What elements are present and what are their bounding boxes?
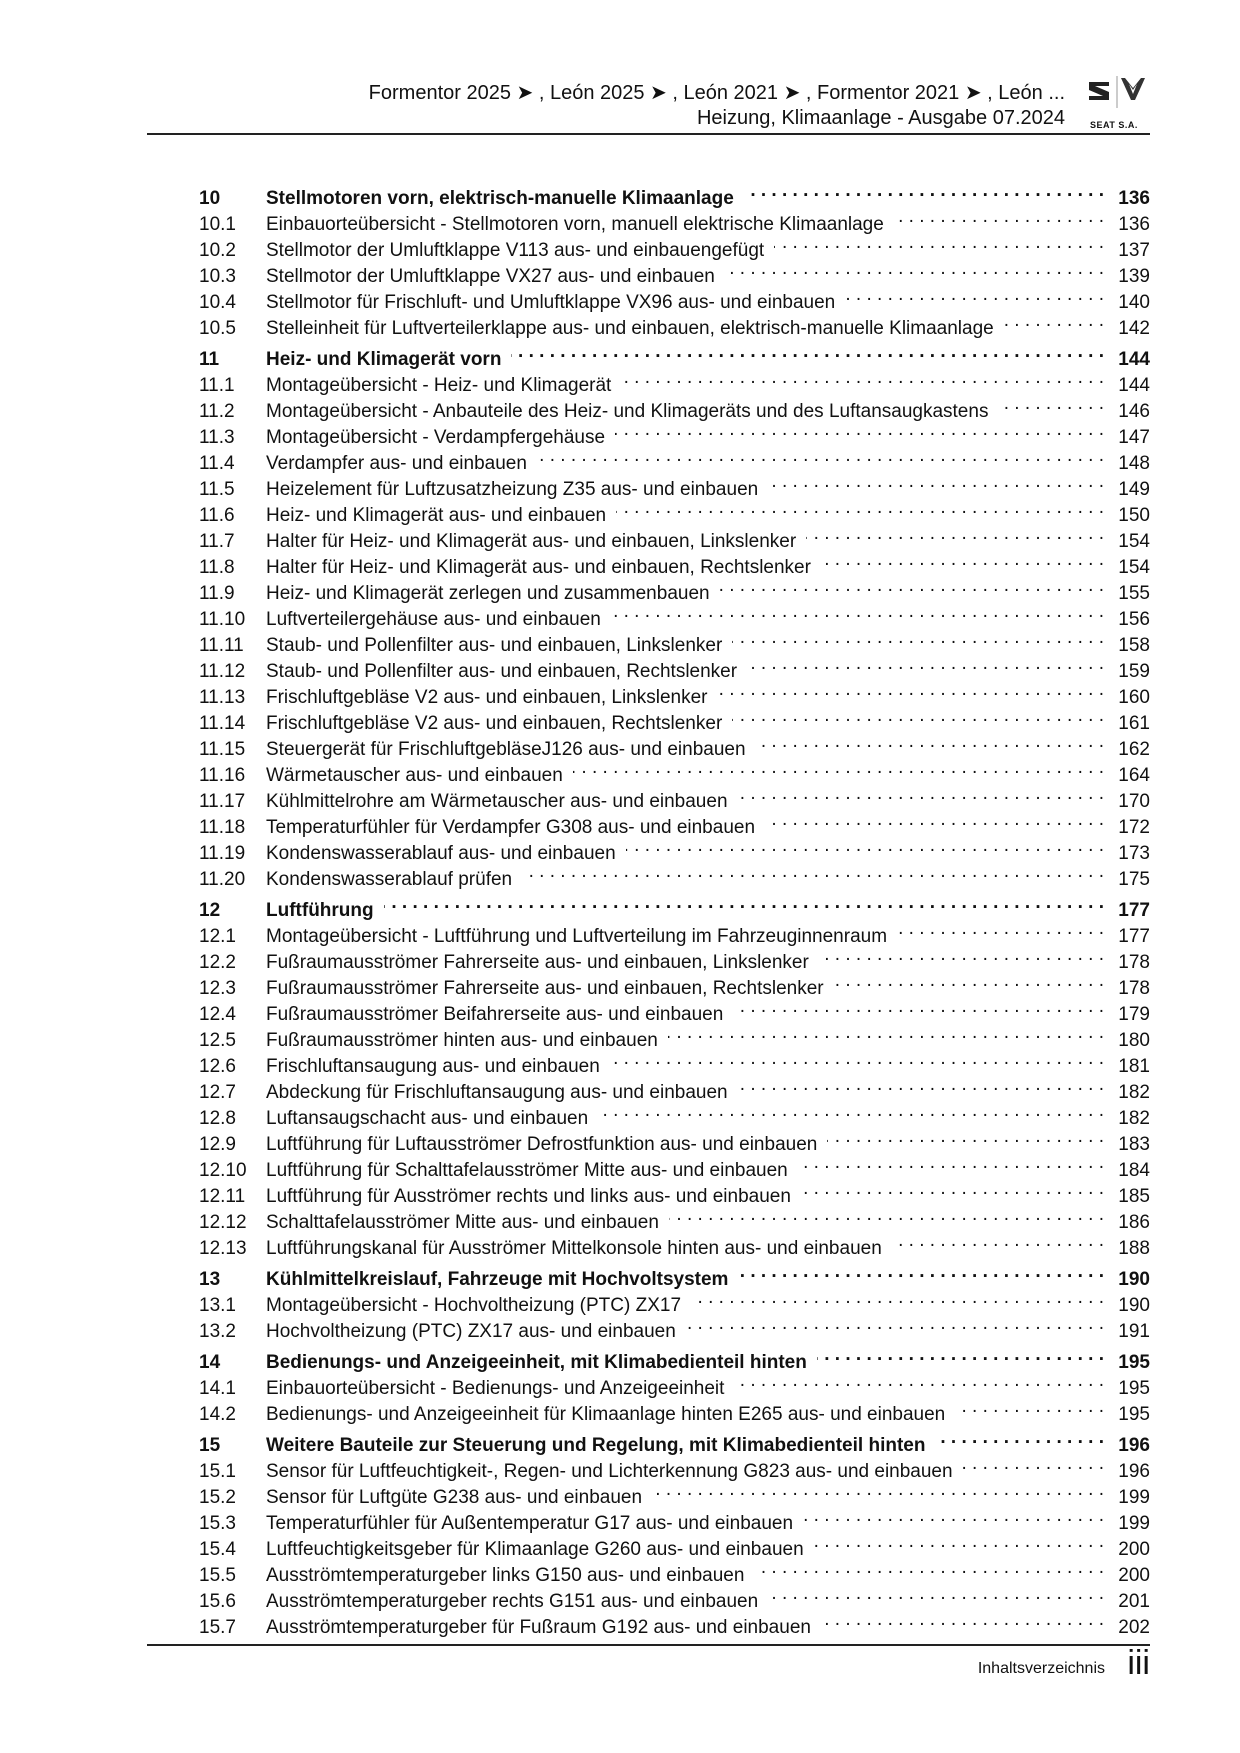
entry-page: 139	[1118, 266, 1150, 287]
entry-title: Ausströmtemperaturgeber für Fußraum G192 aus- und einbauen	[266, 1617, 811, 1638]
entry-title: Halter für Heiz- und Klimagerät aus- und einbauen, Linkslenker	[266, 531, 797, 552]
entry-title: Bedienungs- und Anzeigeeinheit, mit Klimabedienteil hinten	[266, 1352, 807, 1373]
dot-leader	[747, 651, 1104, 677]
dot-leader	[611, 599, 1104, 625]
entry-page: 161	[1118, 713, 1150, 734]
entry-page: 182	[1118, 1082, 1150, 1103]
entry-title: Fußraumausströmer Beifahrerseite aus- und einbauen	[266, 1004, 724, 1025]
entry-title: Staub- und Pollenfilter aus- und einbauen, Linkslenker	[266, 635, 723, 656]
entry-page: 148	[1118, 453, 1150, 474]
entry-title: Stelleinheit für Luftverteilerklappe aus- und einbauen, elektrisch-manuelle Klimaanlage	[266, 318, 994, 339]
entry-title: Steuergerät für FrischluftgebläseJ126 aus- und einbauen	[266, 739, 746, 760]
entry-page: 173	[1118, 843, 1150, 864]
entry-title: Wärmetauscher aus- und einbauen	[266, 765, 563, 786]
dot-leader	[732, 703, 1104, 729]
entry-title: Heiz- und Klimagerät zerlegen und zusammenbauen	[266, 583, 710, 604]
entry-number: 11.13	[199, 687, 246, 708]
toc-chapter-entry[interactable]	[199, 1259, 1150, 1290]
entry-title: Kondenswasserablauf aus- und einbauen	[266, 843, 616, 864]
entry-page: 195	[1118, 1404, 1150, 1425]
dot-leader	[798, 1150, 1104, 1176]
entry-number: 10	[199, 188, 221, 209]
entry-page: 184	[1118, 1160, 1150, 1181]
dot-leader	[768, 469, 1104, 495]
entry-number: 10.2	[199, 240, 236, 261]
entry-title: Luftführung	[266, 900, 374, 921]
dot-leader	[935, 1425, 1104, 1451]
dot-leader	[1004, 308, 1104, 334]
entry-title: Luftführung für Ausströmer rechts und links aus- und einbauen	[266, 1186, 791, 1207]
entry-number: 11.6	[199, 505, 235, 526]
entry-page: 164	[1118, 765, 1150, 786]
dot-leader	[744, 178, 1104, 204]
entry-number: 11.9	[199, 583, 235, 604]
dot-leader	[955, 1394, 1104, 1420]
entry-number: 14.1	[199, 1378, 236, 1399]
entry-title: Sensor für Luftgüte G238 aus- und einbauen	[266, 1487, 643, 1508]
entry-title: Hochvoltheizung (PTC) ZX17 aus- und einbauen	[266, 1321, 676, 1342]
entry-number: 12.6	[199, 1056, 236, 1077]
header-subtitle: Heizung, Klimaanlage - Ausgabe 07.2024	[696, 107, 1065, 129]
entry-page: 178	[1118, 952, 1150, 973]
dot-leader	[573, 755, 1104, 781]
entry-number: 10.3	[199, 266, 236, 287]
entry-page: 179	[1118, 1004, 1150, 1025]
entry-page: 196	[1118, 1461, 1150, 1482]
entry-page: 178	[1118, 978, 1150, 999]
entry-number: 11	[199, 349, 220, 370]
entry-title: Stellmotor für Frischluft- und Umluftklappe VX96 aus- und einbauen	[266, 292, 836, 313]
dot-leader	[718, 677, 1105, 703]
entry-number: 13	[199, 1269, 221, 1290]
dot-leader	[537, 443, 1104, 469]
entry-title: Luftverteilergehäuse aus- und einbauen	[266, 609, 601, 630]
entry-page: 199	[1118, 1487, 1150, 1508]
entry-number: 11.19	[199, 843, 246, 864]
entry-page: 136	[1118, 214, 1150, 235]
entry-page: 201	[1118, 1591, 1150, 1612]
entry-number: 12.5	[199, 1030, 236, 1051]
dot-leader	[827, 1124, 1104, 1150]
entry-page: 186	[1118, 1212, 1150, 1233]
entry-number: 12.11	[199, 1186, 246, 1207]
entry-title: Bedienungs- und Anzeigeeinheit für Klimaanlage hinten E265 aus- und einbauen	[266, 1404, 946, 1425]
entry-number: 11.7	[199, 531, 235, 552]
entry-number: 11.11	[199, 635, 244, 656]
entry-page: 156	[1118, 609, 1150, 630]
dot-leader	[774, 230, 1104, 256]
table-of-contents	[199, 178, 1150, 1638]
entry-page: 160	[1118, 687, 1150, 708]
dot-leader	[738, 781, 1104, 807]
dot-leader	[668, 1020, 1104, 1046]
entry-page: 177	[1118, 900, 1150, 921]
dot-leader	[801, 1176, 1104, 1202]
dot-leader	[725, 256, 1104, 282]
dot-leader	[845, 282, 1104, 308]
dot-leader	[522, 859, 1104, 885]
dot-leader	[814, 1529, 1104, 1555]
entry-title: Kühlmittelkreislauf, Fahrzeuge mit Hochvoltsystem	[266, 1269, 729, 1290]
entry-page: 195	[1118, 1378, 1150, 1399]
entry-title: Montageübersicht - Luftführung und Luftverteilung im Fahrzeuginnenraum	[266, 926, 888, 947]
entry-title: Temperaturfühler für Außentemperatur G17 aus- und einbauen	[266, 1513, 794, 1534]
dot-leader	[720, 573, 1104, 599]
dot-leader	[738, 1259, 1104, 1285]
entry-title: Weitere Bauteile zur Steuerung und Regelung, mit Klimabedienteil hinten	[266, 1435, 926, 1456]
entry-number: 15.6	[199, 1591, 236, 1612]
entry-number: 12.3	[199, 978, 236, 999]
entry-number: 11.5	[199, 479, 235, 500]
entry-number: 11.16	[199, 765, 246, 786]
entry-title: Frischluftgebläse V2 aus- und einbauen, Rechtslenker	[266, 713, 723, 734]
entry-title: Stellmotor der Umluftklappe VX27 aus- und einbauen	[266, 266, 715, 287]
entry-title: Sensor für Luftfeuchtigkeit-, Regen- und Lichterkennung G823 aus- und einbauen	[266, 1461, 953, 1482]
entry-number: 12	[199, 900, 221, 921]
header-rule	[147, 133, 1150, 135]
dot-leader	[384, 890, 1104, 916]
entry-page: 144	[1118, 349, 1150, 370]
dot-leader	[669, 1202, 1104, 1228]
dot-leader	[768, 1581, 1104, 1607]
entry-title: Luftführung für Luftausströmer Defrostfunktion aus- und einbauen	[266, 1134, 818, 1155]
dot-leader	[834, 968, 1104, 994]
dot-leader	[686, 1311, 1104, 1337]
entry-page: 190	[1118, 1295, 1150, 1316]
dot-leader	[821, 1607, 1104, 1633]
dot-leader	[598, 1098, 1104, 1124]
entry-page: 180	[1118, 1030, 1150, 1051]
entry-page: 196	[1118, 1435, 1150, 1456]
dot-leader	[732, 625, 1104, 651]
entry-number: 12.1	[199, 926, 236, 947]
entry-page: 154	[1118, 531, 1150, 552]
entry-page: 185	[1118, 1186, 1150, 1207]
entry-number: 15.7	[199, 1617, 236, 1638]
entry-title: Montageübersicht - Heiz- und Klimagerät	[266, 375, 612, 396]
entry-number: 15.5	[199, 1565, 236, 1586]
entry-page: 190	[1118, 1269, 1150, 1290]
entry-number: 11.15	[199, 739, 246, 760]
entry-number: 11.10	[199, 609, 246, 630]
entry-title: Ausströmtemperaturgeber links G150 aus- und einbauen	[266, 1565, 745, 1586]
dot-leader	[897, 916, 1104, 942]
entry-number: 12.10	[199, 1160, 247, 1181]
dot-leader	[894, 204, 1104, 230]
entry-number: 10.5	[199, 318, 236, 339]
dot-leader	[754, 1555, 1104, 1581]
entry-title: Heiz- und Klimagerät vorn	[266, 349, 502, 370]
entry-number: 11.17	[199, 791, 246, 812]
entry-page: 188	[1118, 1238, 1150, 1259]
entry-number: 11.18	[199, 817, 246, 838]
entry-title: Kühlmittelrohre am Wärmetauscher aus- und einbauen	[266, 791, 728, 812]
entry-title: Luftansaugschacht aus- und einbauen	[266, 1108, 589, 1129]
dot-leader	[998, 391, 1104, 417]
entry-title: Abdeckung für Frischluftansaugung aus- und einbauen	[266, 1082, 728, 1103]
dot-leader	[963, 1451, 1104, 1477]
entry-page: 199	[1118, 1513, 1150, 1534]
dot-leader	[610, 1046, 1104, 1072]
header-models: Formentor 2025 ➤ , León 2025 ➤ , León 2021 ➤ , Formentor 2021 ➤ , León ...	[368, 82, 1065, 104]
toc-chapter-entry[interactable]	[199, 178, 1150, 209]
entry-page: 144	[1118, 375, 1150, 396]
entry-page: 142	[1118, 318, 1150, 339]
entry-number: 11.12	[199, 661, 246, 682]
toc-chapter-entry[interactable]	[199, 1342, 1150, 1373]
entry-page: 155	[1118, 583, 1150, 604]
entry-title: Schalttafelausströmer Mitte aus- und einbauen	[266, 1212, 659, 1233]
entry-title: Heizelement für Luftzusatzheizung Z35 aus- und einbauen	[266, 479, 759, 500]
footer-rule	[147, 1644, 1150, 1646]
entry-page: 159	[1118, 661, 1150, 682]
entry-title: Fußraumausströmer Fahrerseite aus- und einbauen, Rechtslenker	[266, 978, 824, 999]
entry-page: 154	[1118, 557, 1150, 578]
entry-title: Frischluftgebläse V2 aus- und einbauen, Linkslenker	[266, 687, 708, 708]
entry-title: Temperaturfühler für Verdampfer G308 aus- und einbauen	[266, 817, 756, 838]
dot-leader	[616, 495, 1104, 521]
entry-title: Fußraumausströmer hinten aus- und einbauen	[266, 1030, 658, 1051]
dot-leader	[756, 729, 1104, 755]
entry-page: 149	[1118, 479, 1150, 500]
footer-page-number: iii	[1127, 1644, 1150, 1682]
entry-page: 191	[1118, 1321, 1150, 1342]
entry-number: 12.9	[199, 1134, 236, 1155]
dot-leader	[803, 1503, 1104, 1529]
entry-page: 146	[1118, 401, 1150, 422]
entry-page: 200	[1118, 1565, 1150, 1586]
entry-number: 15.4	[199, 1539, 236, 1560]
entry-page: 200	[1118, 1539, 1150, 1560]
entry-number: 15.2	[199, 1487, 236, 1508]
entry-title: Stellmotoren vorn, elektrisch-manuelle Klimaanlage	[266, 188, 734, 209]
entry-title: Stellmotor der Umluftklappe V113 aus- und einbauengefügt	[266, 240, 765, 261]
entry-number: 12.4	[199, 1004, 236, 1025]
dot-leader	[511, 339, 1104, 365]
entry-number: 13.2	[199, 1321, 236, 1342]
logo-text: SEAT S.A.	[1090, 120, 1138, 130]
entry-title: Montageübersicht - Anbauteile des Heiz- und Klimageräts und des Luftansaugkastens	[266, 401, 989, 422]
entry-number: 12.7	[199, 1082, 236, 1103]
entry-page: 182	[1118, 1108, 1150, 1129]
entry-title: Fußraumausströmer Fahrerseite aus- und einbauen, Linkslenker	[266, 952, 809, 973]
dot-leader	[821, 547, 1104, 573]
entry-title: Ausströmtemperaturgeber rechts G151 aus- und einbauen	[266, 1591, 759, 1612]
dot-leader	[817, 1342, 1104, 1368]
entry-page: 137	[1118, 240, 1150, 261]
entry-title: Luftfeuchtigkeitsgeber für Klimaanlage G260 aus- und einbauen	[266, 1539, 804, 1560]
entry-page: 170	[1118, 791, 1150, 812]
entry-number: 15	[199, 1435, 221, 1456]
dot-leader	[806, 521, 1104, 547]
entry-page: 172	[1118, 817, 1150, 838]
entry-title: Frischluftansaugung aus- und einbauen	[266, 1056, 600, 1077]
entry-page: 162	[1118, 739, 1150, 760]
dot-leader	[892, 1228, 1104, 1254]
entry-number: 11.1	[199, 375, 235, 396]
entry-page: 158	[1118, 635, 1150, 656]
entry-title: Verdampfer aus- und einbauen	[266, 453, 527, 474]
entry-title: Montageübersicht - Hochvoltheizung (PTC) ZX17	[266, 1295, 682, 1316]
entry-number: 12.2	[199, 952, 236, 973]
entry-page: 175	[1118, 869, 1150, 890]
entry-title: Heiz- und Klimagerät aus- und einbauen	[266, 505, 607, 526]
entry-title: Montageübersicht - Verdampfergehäuse	[266, 427, 606, 448]
entry-page: 140	[1118, 292, 1150, 313]
entry-page: 183	[1118, 1134, 1150, 1155]
entry-page: 177	[1118, 926, 1150, 947]
entry-title: Luftführungskanal für Ausströmer Mittelkonsole hinten aus- und einbauen	[266, 1238, 882, 1259]
dot-leader	[652, 1477, 1104, 1503]
entry-number: 11.20	[199, 869, 246, 890]
entry-page: 136	[1118, 188, 1150, 209]
toc-chapter-entry[interactable]	[199, 890, 1150, 921]
entry-number: 12.12	[199, 1212, 247, 1233]
entry-title: Staub- und Pollenfilter aus- und einbauen, Rechtslenker	[266, 661, 738, 682]
dot-leader	[819, 942, 1104, 968]
toc-chapter-entry[interactable]	[199, 339, 1150, 370]
entry-number: 11.3	[199, 427, 235, 448]
entry-number: 11.2	[199, 401, 235, 422]
entry-number: 10.4	[199, 292, 236, 313]
entry-title: Einbauorteübersicht - Bedienungs- und Anzeigeeinheit	[266, 1378, 725, 1399]
toc-chapter-entry[interactable]	[199, 1425, 1150, 1456]
entry-page: 147	[1118, 427, 1150, 448]
entry-page: 202	[1118, 1617, 1150, 1638]
entry-number: 12.8	[199, 1108, 236, 1129]
dot-leader	[765, 807, 1104, 833]
entry-page: 150	[1118, 505, 1150, 526]
entry-number: 12.13	[199, 1238, 247, 1259]
entry-number: 15.1	[199, 1461, 236, 1482]
dot-leader	[738, 1072, 1104, 1098]
entry-number: 11.4	[199, 453, 235, 474]
entry-title: Einbauorteübersicht - Stellmotoren vorn, manuell elektrische Klimaanlage	[266, 214, 884, 235]
entry-number: 14.2	[199, 1404, 236, 1425]
entry-title: Halter für Heiz- und Klimagerät aus- und einbauen, Rechtslenker	[266, 557, 811, 578]
entry-page: 195	[1118, 1352, 1150, 1373]
entry-number: 15.3	[199, 1513, 236, 1534]
entry-number: 14	[199, 1352, 221, 1373]
entry-number: 10.1	[199, 214, 236, 235]
dot-leader	[621, 365, 1104, 391]
entry-page: 181	[1118, 1056, 1150, 1077]
entry-number: 13.1	[199, 1295, 236, 1316]
footer-section: Inhaltsverzeichnis	[977, 1660, 1105, 1677]
entry-title: Luftführung für Schalttafelausströmer Mitte aus- und einbauen	[266, 1160, 788, 1181]
dot-leader	[691, 1285, 1104, 1311]
entry-number: 11.14	[199, 713, 246, 734]
dot-leader	[626, 833, 1104, 859]
dot-leader	[734, 1368, 1104, 1394]
entry-title: Kondenswasserablauf prüfen	[266, 869, 513, 890]
entry-number: 11.8	[199, 557, 235, 578]
dot-leader	[733, 994, 1104, 1020]
dot-leader	[615, 417, 1104, 443]
